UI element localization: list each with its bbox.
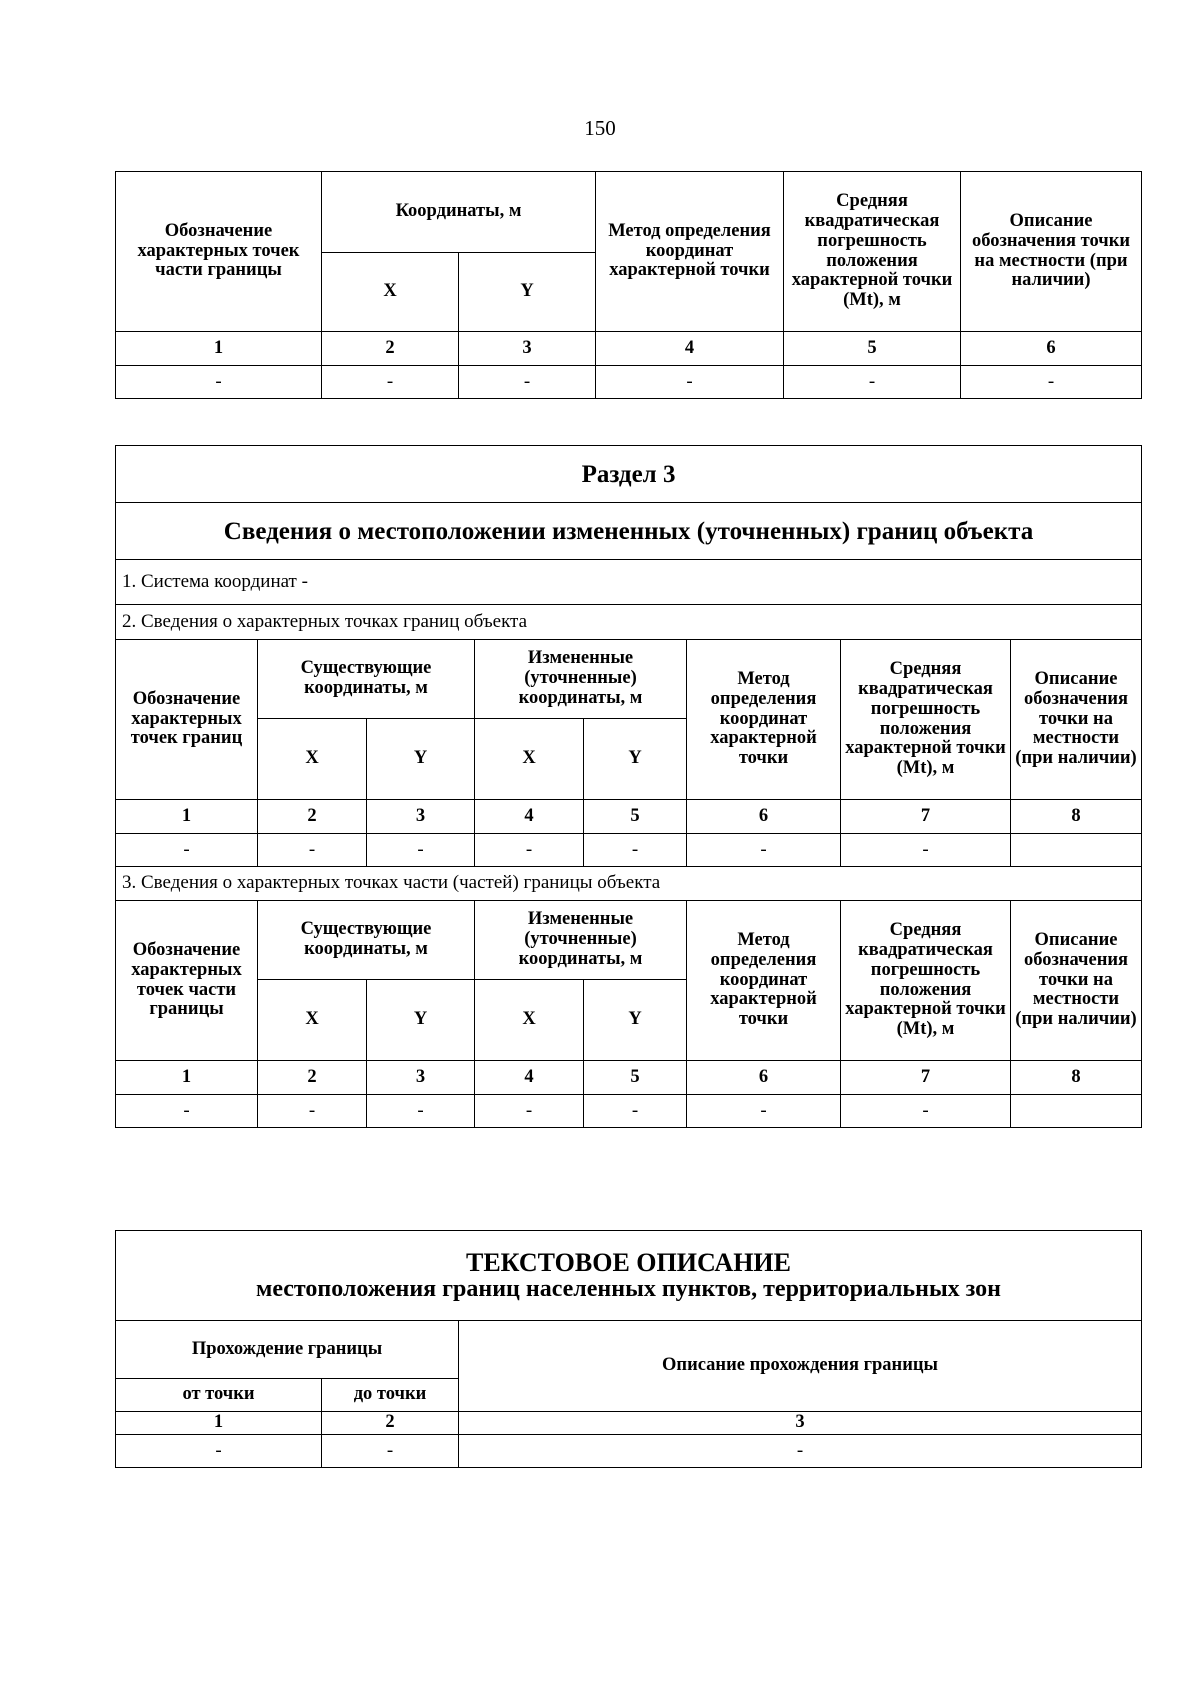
- column-number: 7: [841, 1061, 1011, 1095]
- header-description: Описание обозначения точки на местности (при наличии): [961, 172, 1142, 332]
- header-x: X: [475, 719, 584, 800]
- table-cell: -: [784, 366, 961, 399]
- header-y: Y: [367, 719, 475, 800]
- column-number: 4: [475, 1061, 584, 1095]
- header-existing-coordinates: Существующие координаты, м: [258, 901, 475, 980]
- text-description-subtitle: местоположения границ населенных пунктов, территориальных зон: [255, 1275, 1002, 1302]
- column-number: 5: [584, 800, 687, 834]
- column-number: 1: [116, 332, 322, 366]
- table-cell: -: [116, 1435, 322, 1468]
- column-number: 4: [475, 800, 584, 834]
- table-cell: -: [687, 834, 841, 867]
- column-number: 2: [258, 1061, 367, 1095]
- header-x: X: [258, 719, 367, 800]
- column-number: 2: [258, 800, 367, 834]
- column-numbers-row: [116, 1061, 1142, 1095]
- header-x: X: [475, 980, 584, 1061]
- column-number: 3: [367, 800, 475, 834]
- header-passage-description: Описание прохождения границы: [459, 1321, 1142, 1412]
- table-cell: -: [584, 834, 687, 867]
- column-number: 1: [116, 800, 258, 834]
- header-point-designation: Обозначение характерных точек части границы: [116, 172, 322, 332]
- text-description-title: ТЕКСТОВОЕ ОПИСАНИЕ: [465, 1247, 791, 1277]
- section3-table: [115, 445, 1142, 1128]
- table-row: [116, 1435, 1142, 1468]
- table-cell: -: [475, 1095, 584, 1128]
- column-number: 6: [961, 332, 1142, 366]
- column-number: 1: [116, 1061, 258, 1095]
- header-point-designation: Обозначение характерных точек части границы: [116, 901, 258, 1061]
- header-y: Y: [584, 980, 687, 1061]
- header-description: Описание обозначения точки на местности (при наличии): [1011, 640, 1142, 800]
- table-cell: [1011, 834, 1142, 867]
- table-cell: -: [961, 366, 1142, 399]
- column-numbers-row: [116, 332, 1142, 366]
- table-cell: -: [475, 834, 584, 867]
- table-row: [116, 366, 1142, 399]
- table-cell: -: [596, 366, 784, 399]
- table-cell: -: [367, 834, 475, 867]
- header-changed-coordinates: Измененные (уточненные) координаты, м: [475, 640, 687, 719]
- table-cell: -: [116, 834, 258, 867]
- column-number: 2: [322, 1412, 459, 1435]
- table-cell: [1011, 1095, 1142, 1128]
- column-number: 5: [584, 1061, 687, 1095]
- page-number: 150: [584, 116, 616, 140]
- header-method: Метод определения координат характерной точки: [596, 172, 784, 332]
- table-cell: -: [687, 1095, 841, 1128]
- header-description: Описание обозначения точки на местности (при наличии): [1011, 901, 1142, 1061]
- column-number: 3: [459, 1412, 1142, 1435]
- header-error: Средняя квадратическая погрешность положения характерной точки (Mt), м: [841, 901, 1011, 1061]
- column-number: 4: [596, 332, 784, 366]
- column-numbers-row: [116, 1412, 1142, 1435]
- header-x: X: [322, 253, 459, 332]
- header-y: Y: [584, 719, 687, 800]
- column-numbers-row: [116, 800, 1142, 834]
- table-row: [116, 834, 1142, 867]
- header-coordinates: Координаты, м: [322, 172, 596, 253]
- table-cell: -: [841, 834, 1011, 867]
- header-y: Y: [367, 980, 475, 1061]
- column-number: 8: [1011, 1061, 1142, 1095]
- table-cell: -: [116, 1095, 258, 1128]
- part2-title: 2. Сведения о характерных точках границ объекта: [116, 605, 1142, 640]
- section-subtitle: Сведения о местоположении измененных (уточненных) границ объекта: [116, 503, 1142, 560]
- column-number: 2: [322, 332, 459, 366]
- table-cell: -: [322, 1435, 459, 1468]
- header-y: Y: [459, 253, 596, 332]
- column-number: 6: [687, 800, 841, 834]
- column-number: 8: [1011, 800, 1142, 834]
- column-number: 1: [116, 1412, 322, 1435]
- column-number: 3: [459, 332, 596, 366]
- column-number: 5: [784, 332, 961, 366]
- part3-title: 3. Сведения о характерных точках части (частей) границы объекта: [116, 867, 1142, 901]
- section-title: Раздел 3: [116, 446, 1142, 503]
- header-boundary-passage: Прохождение границы: [116, 1321, 459, 1379]
- table-row: [116, 1095, 1142, 1128]
- table-cell: -: [459, 1435, 1142, 1468]
- column-number: 6: [687, 1061, 841, 1095]
- header-existing-coordinates: Существующие координаты, м: [258, 640, 475, 719]
- text-description-header: [116, 1231, 1142, 1321]
- header-error: Средняя квадратическая погрешность положения характерной точки (Mt), м: [784, 172, 961, 332]
- header-error: Средняя квадратическая погрешность положения характерной точки (Mt), м: [841, 640, 1011, 800]
- table-cell: -: [367, 1095, 475, 1128]
- table-cell: -: [584, 1095, 687, 1128]
- column-number: 3: [367, 1061, 475, 1095]
- text-description-table: [115, 1230, 1142, 1468]
- table-cell: -: [258, 1095, 367, 1128]
- table-cell: -: [322, 366, 459, 399]
- part-boundary-points-table: [115, 171, 1142, 399]
- table-cell: -: [841, 1095, 1011, 1128]
- header-to-point: до точки: [322, 1379, 459, 1412]
- table-cell: -: [459, 366, 596, 399]
- header-point-designation: Обозначение характерных точек границ: [116, 640, 258, 800]
- header-method: Метод определения координат характерной точки: [687, 901, 841, 1061]
- header-x: X: [258, 980, 367, 1061]
- header-changed-coordinates: Измененные (уточненные) координаты, м: [475, 901, 687, 980]
- coordinate-system: 1. Система координат -: [116, 560, 1142, 605]
- table-cell: -: [258, 834, 367, 867]
- header-from-point: от точки: [116, 1379, 322, 1412]
- column-number: 7: [841, 800, 1011, 834]
- header-method: Метод определения координат характерной точки: [687, 640, 841, 800]
- table-cell: -: [116, 366, 322, 399]
